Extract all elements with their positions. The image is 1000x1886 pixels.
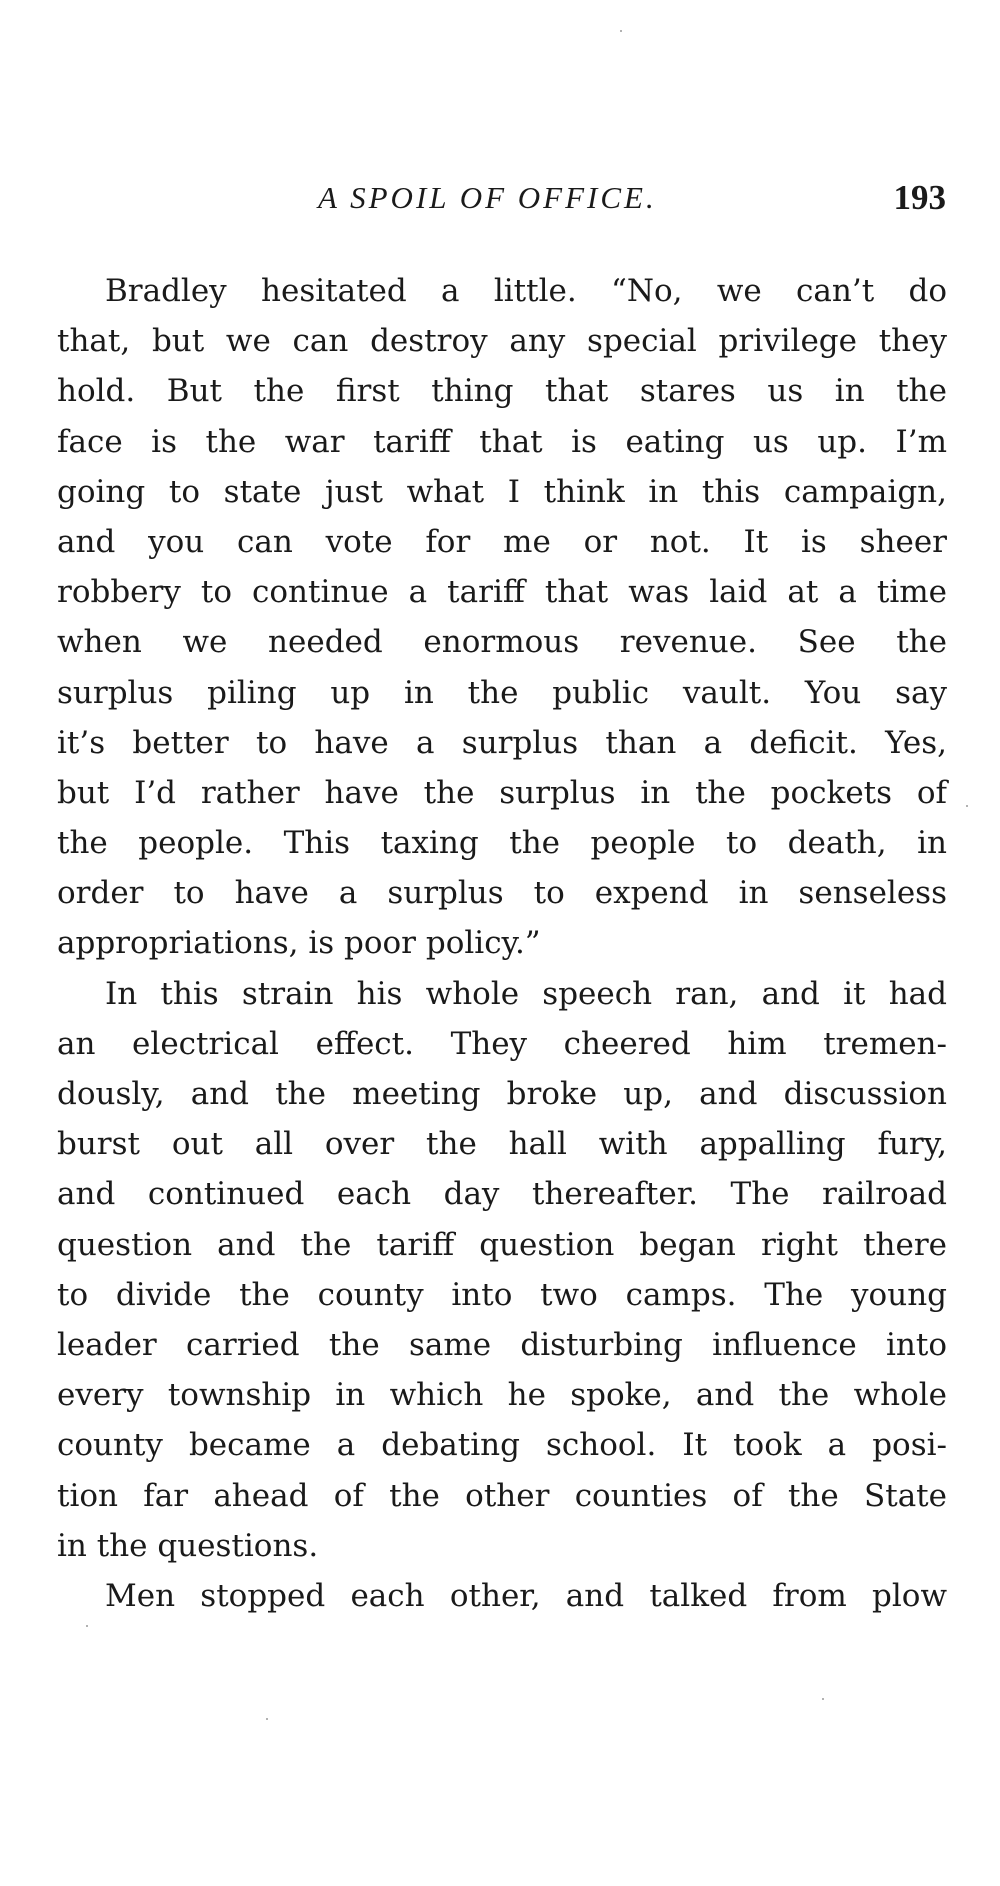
body-text: [57, 266, 947, 1621]
text-line: going to state just what I think in this campaign,: [57, 473, 947, 510]
scan-speck: [822, 1698, 824, 1700]
paragraph-3: [57, 1571, 947, 1621]
text-line: face is the war tariff that is eating us up. I’m: [57, 423, 947, 460]
text-line: the people. This taxing the people to death, in: [57, 825, 947, 862]
text-line: it’s better to have a surplus than a deficit. Yes,: [57, 724, 947, 761]
text-line: order to have a surplus to expend in senseless: [57, 875, 947, 912]
page-number: 193: [893, 178, 946, 217]
text-line: Bradley hesitated a little. “No, we can’t do: [105, 273, 947, 309]
text-line: surplus piling up in the public vault. You say: [57, 674, 947, 711]
text-line: burst out all over the hall with appalling fury,: [57, 1126, 947, 1163]
text-line: when we needed enormous revenue. See the: [57, 624, 947, 661]
text-line: leader carried the same disturbing influence into: [57, 1326, 947, 1363]
page-header: [60, 180, 946, 230]
text-line: every township in which he spoke, and the whole: [57, 1377, 947, 1414]
text-line: dously, and the meeting broke up, and discussion: [57, 1076, 947, 1112]
text-line: to divide the county into two camps. The young: [57, 1276, 947, 1313]
text-line: Men stopped each other, and talked from plow: [105, 1577, 947, 1614]
text-line: question and the tariff question began right there: [57, 1226, 947, 1263]
text-line: that, but we can destroy any special privilege they: [57, 323, 947, 360]
text-line: and you can vote for me or not. It is sheer: [57, 523, 947, 560]
paragraph-2: [57, 969, 947, 1571]
text-line: appropriations, is poor policy.”: [57, 925, 541, 962]
text-line: robbery to continue a tariff that was laid at a time: [57, 574, 947, 611]
text-line: but I’d rather have the surplus in the pockets of: [57, 774, 947, 811]
text-line: hold. But the first thing that stares us in the: [57, 373, 947, 410]
paragraph-1: [57, 266, 947, 969]
scan-speck: [620, 30, 622, 32]
text-line: and continued each day thereafter. The railroad: [57, 1176, 947, 1213]
scan-speck: [966, 805, 968, 807]
text-line: an electrical effect. They cheered him tremen-: [57, 1025, 947, 1062]
scan-speck: [86, 1625, 88, 1627]
text-line: tion far ahead of the other counties of the State: [57, 1477, 947, 1514]
scan-speck: [266, 1718, 268, 1720]
running-title: A SPOIL OF OFFICE.: [318, 180, 657, 215]
text-line: In this strain his whole speech ran, and it had: [105, 975, 947, 1012]
text-line: in the questions.: [57, 1527, 319, 1564]
text-line: county became a debating school. It took a posi-: [57, 1427, 947, 1464]
